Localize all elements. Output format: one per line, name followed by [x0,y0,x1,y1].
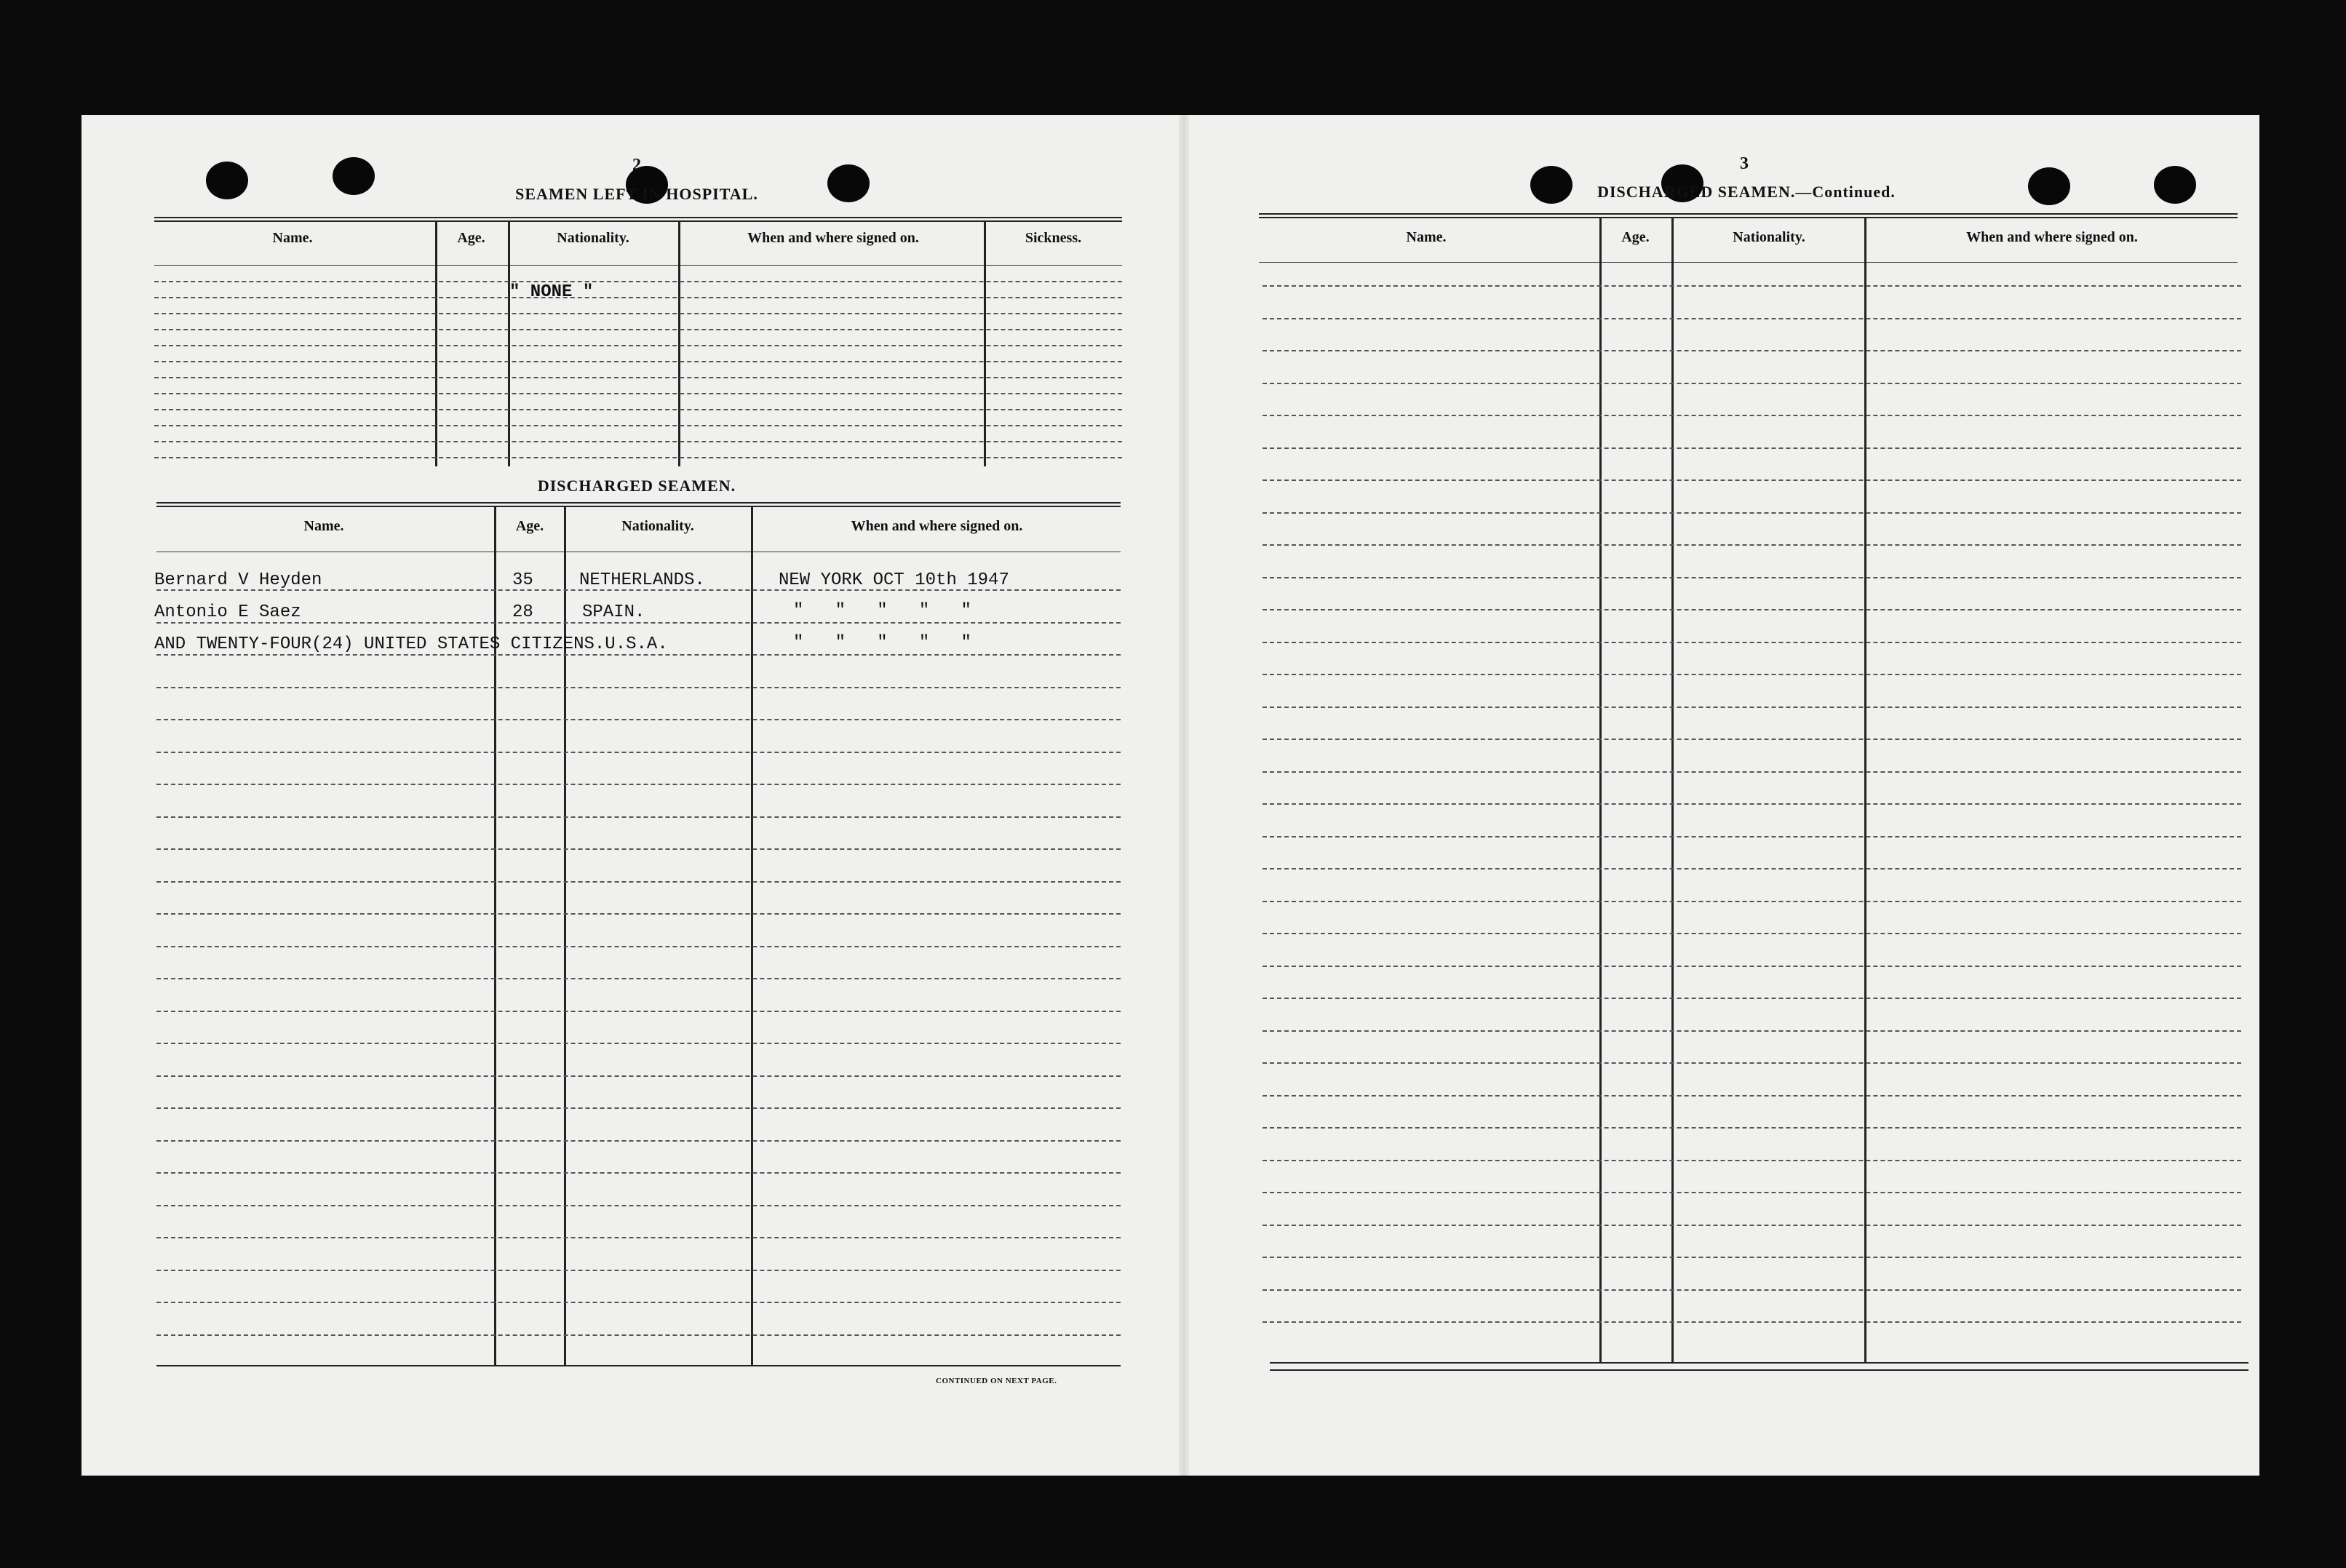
entry-line [156,946,1121,947]
entry-line [154,377,1122,378]
entry-line [156,816,1121,818]
entry-line [1263,966,2241,967]
column-header-nationality: Nationality. [1733,229,1805,245]
entry-line [1263,415,2241,416]
page-number: 2 [632,156,641,175]
entry-line [1263,642,2241,643]
entry-line [1263,544,2241,546]
seaman-signed-on: NEW YORK OCT 10th 1947 [779,570,1009,590]
seaman-age: 35 [512,570,533,590]
entry-line [156,1011,1121,1012]
entry-line [1263,1127,2241,1129]
entry-line [1263,318,2241,319]
seaman-age: 28 [512,602,533,622]
entry-line [156,1043,1121,1044]
entry-line [154,329,1122,330]
seaman-signed-on: " " " " " [793,601,971,621]
rule [1259,213,2238,215]
entry-line [156,913,1121,915]
rule [156,1365,1121,1366]
punch-hole [206,162,248,199]
seaman-name: AND TWENTY-FOUR(24) UNITED STATES CITIZENS.U.S.A. [154,634,668,654]
entry-line [1263,1225,2241,1226]
entry-line [156,1107,1121,1109]
entry-line [156,978,1121,979]
punch-hole [2028,167,2070,205]
entry-line [156,654,1121,656]
column-header-signed-on: When and where signed on. [1966,229,2138,245]
entry-line [1263,1030,2241,1032]
entry-line [1263,609,2241,610]
document-sheet [81,115,2259,1476]
page-number: 3 [1740,154,1749,173]
hospital-none-entry: " NONE " [509,282,594,302]
column-header-name: Name. [272,230,313,246]
entry-line [1263,1160,2241,1161]
rule [154,265,1122,266]
column-header-age: Age. [1621,229,1650,245]
entry-line [1263,1321,2241,1323]
seaman-name: Antonio E Saez [154,602,301,622]
entry-line [156,687,1121,688]
rule [1270,1362,2248,1364]
column-header-name: Name. [303,518,344,534]
rule [156,506,1121,507]
entry-line [156,1172,1121,1174]
seaman-nationality: NETHERLANDS. [579,570,705,590]
seaman-name: Bernard V Heyden [154,570,322,590]
entry-line [156,881,1121,883]
discharged-section-title: DISCHARGED SEAMEN. [537,477,736,495]
page-fold [1179,115,1189,1476]
entry-line [1263,803,2241,805]
entry-line [156,1075,1121,1077]
entry-line [154,441,1122,442]
entry-line [1263,707,2241,708]
entry-line [1263,350,2241,351]
entry-line [1263,836,2241,837]
rule [1259,217,2238,218]
column-header-name: Name. [1406,229,1447,245]
seaman-signed-on: " " " " " [793,633,971,653]
column-divider [984,220,986,466]
column-header-signed-on: When and where signed on. [747,230,919,246]
entry-line [156,1237,1121,1238]
entry-line [1263,1289,2241,1291]
entry-line [154,281,1122,282]
entry-line [1263,285,2241,287]
punch-hole [333,157,375,195]
entry-line [154,409,1122,410]
entry-line [156,752,1121,753]
entry-line [156,1334,1121,1336]
rule [154,220,1122,222]
column-header-age: Age. [515,518,544,534]
entry-line [154,425,1122,426]
entry-line [1263,933,2241,934]
entry-line [154,361,1122,362]
entry-line [1263,1062,2241,1064]
column-divider [435,220,437,466]
entry-line [1263,674,2241,675]
entry-line [1263,1095,2241,1097]
continued-note: CONTINUED ON NEXT PAGE. [936,1377,1057,1385]
rule [154,217,1122,218]
entry-line [154,297,1122,298]
hospital-section-title: SEAMEN LEFT IN HOSPITAL. [515,185,758,203]
entry-line [156,848,1121,850]
column-header-nationality: Nationality. [621,518,694,534]
punch-hole [2154,166,2196,204]
rule [156,502,1121,504]
entry-line [1263,868,2241,869]
entry-line [154,313,1122,314]
entry-line [1263,512,2241,514]
entry-line [1263,577,2241,578]
entry-line [1263,383,2241,384]
entry-line [1263,479,2241,481]
rule [1259,262,2238,263]
column-divider [508,220,510,466]
entry-line [154,457,1122,458]
entry-line [156,719,1121,720]
rule [1270,1369,2248,1371]
entry-line [1263,998,2241,999]
column-header-nationality: Nationality. [557,230,629,246]
entry-line [1263,1257,2241,1258]
entry-line [154,345,1122,346]
entry-line [156,1205,1121,1206]
column-header-age: Age. [457,230,485,246]
entry-line [156,1140,1121,1142]
entry-line [1263,771,2241,773]
entry-line [156,1270,1121,1271]
seaman-nationality: SPAIN. [582,602,645,622]
entry-line [1263,1192,2241,1193]
entry-line [1263,447,2241,449]
column-header-sickness: Sickness. [1025,230,1082,246]
discharged-continued-title: DISCHARGED SEAMEN.—Continued. [1597,183,1896,201]
column-header-signed-on: When and where signed on. [851,518,1023,534]
entry-line [156,784,1121,785]
column-divider [678,220,680,466]
entry-line [1263,901,2241,902]
entry-line [1263,739,2241,740]
entry-line [154,393,1122,394]
entry-line [156,1302,1121,1303]
